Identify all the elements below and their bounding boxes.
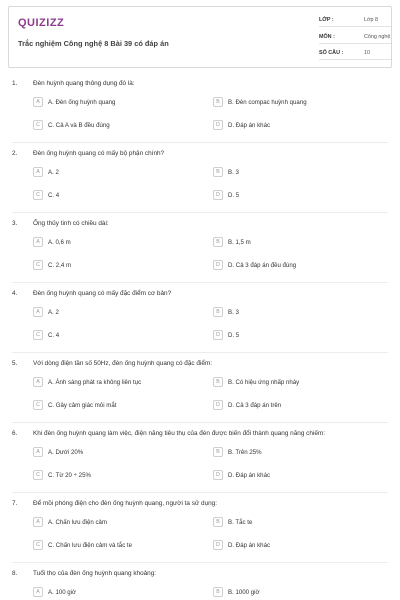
option-text: A. Ánh sáng phát ra không liên tục [48,379,142,386]
option-letter-box: A [33,517,43,527]
meta-value: Lớp 8 [364,17,379,23]
meta-label: LỚP : [319,17,334,23]
answer-option[interactable] [213,540,373,552]
option-text: C. Chấn lưu điện cảm và tắc te [48,542,133,549]
option-text: A. 2 [48,309,59,316]
answer-option[interactable] [213,167,373,179]
question [0,500,400,570]
answer-option[interactable] [213,470,373,482]
question-text: Đèn huỳnh quang thông dụng đó là: [33,80,135,87]
option-text: C. 2,4 m [48,262,72,269]
question-number: 2. [12,150,18,157]
question-text: Để mồi phóng điện cho đèn ống huỳnh quang, người ta sử dụng: [33,500,218,507]
page-title: Trắc nghiệm Công nghệ 8 Bài 39 có đáp án [18,39,169,48]
option-text: A. 2 [48,169,59,176]
option-text: D. Đáp án khác [228,122,271,129]
question-text: Ống thủy tinh có chiều dài: [33,220,109,227]
option-text: D. 5 [228,192,240,199]
question-divider [12,212,388,213]
answer-option[interactable] [213,447,373,459]
answer-option[interactable] [213,330,373,342]
answer-option[interactable] [213,260,373,272]
answer-option[interactable] [213,587,373,599]
option-letter-box: D [213,470,223,480]
meta-label: MÔN : [319,34,335,40]
meta-value: Công nghệ [364,34,391,40]
question-number: 5. [12,360,18,367]
answer-option[interactable] [213,120,373,132]
option-letter-box: C [33,540,43,550]
option-text: B. Trên 25% [228,449,262,456]
answer-option[interactable] [213,237,373,249]
meta-class [319,14,391,27]
answer-option[interactable] [213,517,373,529]
option-letter-box: C [33,330,43,340]
worksheet-header [8,6,392,68]
option-letter-box: B [213,587,223,597]
meta-value: 10 [364,50,370,56]
option-text: C. 4 [48,332,60,339]
answer-option[interactable] [33,540,193,552]
option-text: A. Đèn ống huỳnh quang [48,99,116,106]
option-letter-box: B [213,167,223,177]
option-letter-box: B [213,307,223,317]
option-letter-box: A [33,167,43,177]
option-text: B. 3 [228,309,239,316]
answer-option[interactable] [33,400,193,412]
answer-option[interactable] [33,237,193,249]
question-divider [12,562,388,563]
option-letter-box: A [33,377,43,387]
option-letter-box: A [33,97,43,107]
question-text: Tuổi thọ của đèn ống huỳnh quang khoảng: [33,570,157,577]
answer-option[interactable] [213,307,373,319]
question [0,430,400,500]
option-text: D. Đáp án khác [228,472,271,479]
question [0,150,400,220]
option-letter-box: A [33,237,43,247]
option-text: A. 100 giờ [48,589,77,596]
option-text: A. Chấn lưu điện cảm [48,519,107,526]
answer-option[interactable] [213,190,373,202]
option-letter-box: B [213,237,223,247]
question-text: Khi đèn ống huỳnh quang làm việc, điện năng tiêu thụ của đèn được biến đổi thành quang năng chiếm: [33,430,326,437]
option-text: C. 4 [48,192,60,199]
answer-option[interactable] [33,377,193,389]
option-text: D. Đáp án khác [228,542,271,549]
option-text: C. Từ 20 ÷ 25% [48,472,91,479]
option-letter-box: D [213,330,223,340]
option-text: D. Cả 3 đáp án trên [228,402,282,409]
answer-option[interactable] [33,447,193,459]
option-letter-box: C [33,120,43,130]
option-letter-box: D [213,190,223,200]
answer-option[interactable] [213,97,373,109]
option-text: B. Đèn compac huỳnh quang [228,99,307,106]
option-text: B. 1,5 m [228,239,251,246]
question-divider [12,142,388,143]
question-number: 8. [12,570,18,577]
answer-option[interactable] [33,167,193,179]
option-letter-box: B [213,377,223,387]
question [0,80,400,150]
meta-subject [319,31,391,44]
option-text: D. Cả 3 đáp án đều đúng [228,262,297,269]
option-letter-box: B [213,97,223,107]
answer-option[interactable] [33,307,193,319]
answer-option[interactable] [213,400,373,412]
question-text: Đèn ống huỳnh quang có mấy bộ phận chính? [33,150,165,157]
option-text: C. Gây cảm giác mỏi mắt [48,402,117,409]
option-text: B. 3 [228,169,239,176]
option-letter-box: A [33,447,43,457]
option-letter-box: C [33,260,43,270]
question [0,220,400,290]
option-text: B. 1000 giờ [228,589,260,596]
option-letter-box: D [213,260,223,270]
option-letter-box: B [213,517,223,527]
option-letter-box: C [33,190,43,200]
question-divider [12,492,388,493]
option-letter-box: C [33,400,43,410]
question-text: Đèn ống huỳnh quang có mấy đặc điểm cơ bản? [33,290,172,297]
question-number: 3. [12,220,18,227]
question-divider [12,352,388,353]
option-letter-box: A [33,587,43,597]
option-letter-box: C [33,470,43,480]
question-divider [12,282,388,283]
option-letter-box: D [213,540,223,550]
option-text: B. Có hiệu ứng nhấp nháy [228,379,300,386]
option-text: A. Dưới 20% [48,449,84,456]
answer-option[interactable] [33,587,193,599]
meta-question-count [319,47,391,60]
answer-option[interactable] [213,377,373,389]
option-text: B. Tắc te [228,519,253,526]
question [0,360,400,430]
question [0,290,400,360]
answer-option[interactable] [33,97,193,109]
answer-option[interactable] [33,120,193,132]
question-number: 1. [12,80,18,87]
answer-option[interactable] [33,190,193,202]
question-number: 6. [12,430,18,437]
meta-label: SỐ CÂU : [319,50,344,56]
option-letter-box: B [213,447,223,457]
question-number: 7. [12,500,18,507]
option-text: A. 0,6 m [48,239,71,246]
option-letter-box: D [213,120,223,130]
option-letter-box: A [33,307,43,317]
answer-option[interactable] [33,330,193,342]
question [0,570,400,600]
option-letter-box: D [213,400,223,410]
option-text: D. 5 [228,332,240,339]
answer-option[interactable] [33,260,193,272]
question-divider [12,422,388,423]
question-text: Với dòng điện tần số 50Hz, đèn ống huỳnh quang có đặc điểm: [33,360,212,367]
question-number: 4. [12,290,18,297]
answer-option[interactable] [33,517,193,529]
quizizz-logo: QUIZIZZ [18,17,65,29]
option-text: C. Cả A và B đều đúng [48,122,110,129]
answer-option[interactable] [33,470,193,482]
